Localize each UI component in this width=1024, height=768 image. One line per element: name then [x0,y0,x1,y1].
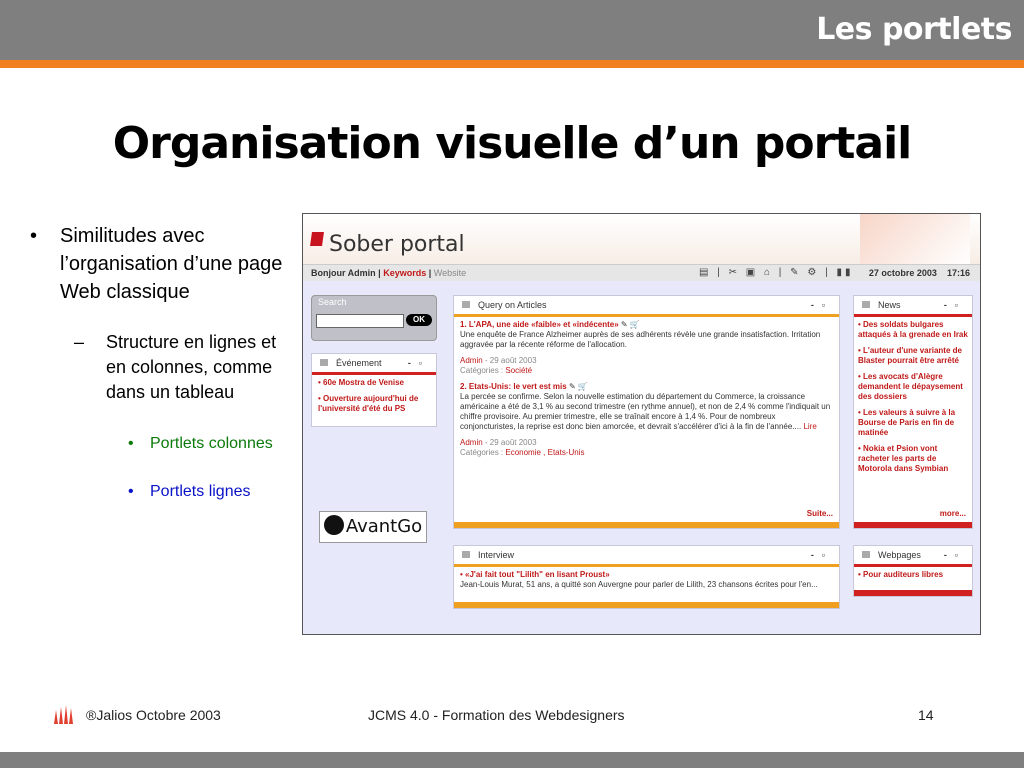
footer-copyright: ®Jalios Octobre 2003 [86,707,221,723]
portlets-rows-text: Portlets lignes [150,483,251,500]
avantgo-icon [324,515,344,535]
portlet-title: Événement [336,358,382,368]
article-meta [460,356,833,376]
portlet-body [858,320,968,480]
slide-title: Organisation visuelle d’un portail [112,118,912,169]
author-link[interactable]: Admin [460,438,483,447]
portlet-icon [462,301,470,308]
interview-portlet [453,545,840,609]
sub-bullet-text: Structure en lignes et en colonnes, comme dans un tableau [106,332,277,402]
greeting-text: Bonjour Admin [311,268,376,278]
article-2: 2. Etats-Unis: le vert est mis ✎ 🛒 La percée se confirme. Selon la nouvelle estimation du département du Commerce, la croissance américaine a été de 3,1 % au second trimestre (en rythme annuel), et non de 2,4 % comme l'indiquait un chiffre provisoire. Au premier trimestre, elle se traînait encore à 1,4 %. Pour de nombreux conjoncturistes, la reprise est donc bien amorcée, et devrait s'accélérer d'ici à la fin de l'année.... Lire [460,382,831,431]
portlet-footer [454,602,839,608]
portlet-header [454,296,839,317]
article-1: 1. L'APA, une aide «faible» et «indécente» ✎ 🛒 Une enquête de France Alzheimer auprès de ses adhérents révèle une grande insatisfaction. Irritation aggravée par la récente réforme de l'allocation. [460,320,821,349]
search-ok-button[interactable]: OK [406,314,432,326]
portlet-title: Interview [478,550,515,560]
portal-toolbar [303,264,980,282]
more-link[interactable]: more... [939,509,966,518]
portlet-icon [462,551,470,558]
bullet-item [24,222,284,306]
keywords-link[interactable]: Keywords [383,268,427,278]
bottom-bar [0,752,1024,768]
categories-label: Catégories : [460,366,504,375]
portlet-icon [320,359,328,366]
date-text: 27 octobre 2003 [868,268,937,278]
search-label: Search [318,297,347,307]
sub-sub-bullet-rows [24,481,284,503]
category-link[interactable]: Société [505,366,533,375]
header-accent-line [0,60,1024,68]
portlet-title: News [878,300,901,310]
query-portlet [453,295,840,529]
portlet-controls[interactable]: -▫ [943,550,966,560]
portlet-footer [854,590,972,596]
dash-icon: – [74,332,85,352]
time-text: 17:16 [946,268,970,278]
portlet-body [460,320,833,464]
bullet-dot-icon: • [128,435,134,452]
portlet-header [454,546,839,567]
jalios-logo-icon [52,704,76,726]
search-input[interactable] [316,314,404,328]
portlet-controls[interactable]: -▫ [810,300,833,310]
bullet-dot-icon: • [128,483,134,500]
list-item[interactable]: • Ouverture aujourd'hui de l'université d'été du PS [318,394,419,413]
article-title[interactable]: 1. L'APA, une aide «faible» et «indécente» [460,320,619,329]
bullet-dot-icon: • [30,225,38,247]
article-date: - 29 août 2003 [484,438,537,447]
portlet-icon [862,301,870,308]
main-area [445,281,980,634]
list-item[interactable]: • Des soldats bulgares attaqués à la grenade en Irak [858,320,968,339]
website-link[interactable]: Website [433,268,467,278]
date-time [869,265,970,281]
bullet-text: Similitudes avec l’organisation d’une page Web classique [60,225,283,303]
webpages-portlet [853,545,973,597]
list-item[interactable]: • Pour auditeurs libres [858,570,944,579]
sub-bullet-item [24,330,284,405]
portlet-body [858,570,968,580]
left-column [303,281,445,634]
article-text: Une enquête de France Alzheimer auprès de ses adhérents révèle une grande insatisfaction. Irritation aggravée par la récente réforme de l'allocation. [460,330,821,349]
portlet-controls[interactable]: -▫ [407,358,430,368]
portal-logo-icon [310,232,324,246]
interview-title[interactable]: • «J'ai fait tout "Lilith" en lisant Proust» [460,570,610,579]
list-item[interactable]: • Les valeurs à suivre à la Bourse de Paris en fin de matinée [858,408,956,437]
list-item[interactable]: • 60e Mostra de Venise [318,378,404,387]
more-link[interactable]: Suite... [806,509,833,518]
category-link[interactable]: Economie , Etats-Unis [505,448,585,457]
avantgo-text: AvantGo [345,516,423,537]
article-meta [460,438,833,458]
page-number: 14 [918,707,934,723]
portlet-controls[interactable]: -▫ [943,300,966,310]
read-more-link[interactable]: Lire [803,422,817,431]
avantgo-logo[interactable] [319,511,427,543]
portal-screenshot [302,213,981,635]
news-portlet [853,295,973,529]
portlets-columns-text: Portlets colonnes [150,435,273,452]
article-title[interactable]: 2. Etats-Unis: le vert est mis [460,382,567,391]
search-portlet [311,295,437,341]
toolbar-links: Bonjour Admin | Keywords | Website [311,268,467,278]
footer-title: JCMS 4.0 - Formation des Webdesigners [368,707,625,723]
list-item[interactable]: • L'auteur d'une variante de Blaster pourrait être arrêté [858,346,962,365]
article-date: - 29 août 2003 [484,356,537,365]
portlet-controls[interactable]: -▫ [810,550,833,560]
toolbar-icons[interactable]: ▤ | ✂ ▣ ⌂ | ✎ ⚙ | ▮▮ [699,267,854,278]
portlet-body [460,570,833,590]
author-link[interactable]: Admin [460,356,483,365]
portlet-header [312,354,436,375]
bullet-list [24,222,284,503]
top-bar [0,0,1024,60]
article-text: La percée se confirme. Selon la nouvelle estimation du département du Commerce, la croissance américaine a été de 3,1 % au second trimestre (en rythme annuel), et non de 2,4 % comme l'indiquait un chiffre provisoire. Au premier trimestre, elle se traînait encore à 1,4 %. Pour de nombreux conjoncturistes, la reprise est donc bien amorcée, et devrait s'accélérer d'ici à la fin de l'année.... [460,392,831,431]
portlet-header [854,296,972,317]
categories-label: Catégories : [460,448,504,457]
portlet-header [854,546,972,567]
portlet-title: Query on Articles [478,300,547,310]
portlet-icon [862,551,870,558]
portal-header [303,214,980,264]
sub-sub-bullet-columns [24,433,284,455]
header-decoration [860,214,970,266]
list-item[interactable]: • Les avocats d'Alègre demandent le dépaysement des dossiers [858,372,963,401]
portlet-body [318,378,430,420]
portal-title: Sober portal [329,232,465,257]
interview-text: Jean-Louis Murat, 51 ans, a quitté son Auvergne pour parler de Lilith, 23 chansons écrites pour l'en... [460,580,818,589]
portlet-footer [854,522,972,528]
evenement-portlet [311,353,437,427]
header-title: Les portlets [816,12,1012,47]
list-item[interactable]: • Nokia et Psion vont racheter les parts de Motorola dans Symbian [858,444,949,473]
portlet-title: Webpages [878,550,921,560]
portlet-footer [454,522,839,528]
